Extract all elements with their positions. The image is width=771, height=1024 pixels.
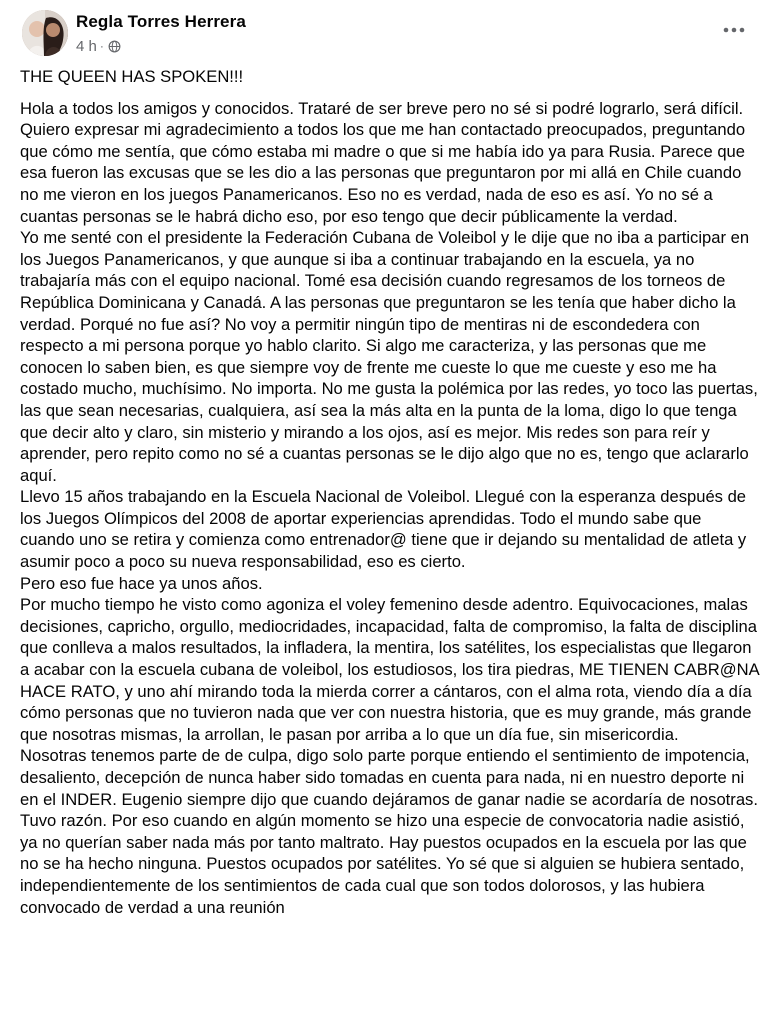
post-paragraph: Yo me senté con el presidente la Federación Cubana de Voleibol y le dije que no iba a participar en los Juegos Panamericanos, y que aunque si iba a continuar trabajando en la escuela, ya no trabajaría más con el equipo nacional. Tomé esa decisión cuando regresamos de los torneos de República Dominicana y Canadá. A las personas que preguntaron se les tenía que haber dicho la verdad. Porqué no fue así? No voy a permitir ningún tipo de mentiras ni de escondedera con respecto a mi persona porque yo hablo clarito. Si algo me caracteriza, y las personas que me conocen lo saben bien, es que siempre voy de frente me cueste lo que me cueste y eso me ha costado mucho, muchísimo. No importa. No me gusta la polémica por las redes, yo toco las puertas, las que sean necesarias, cualquiera, así sea la más alta en la punta de la loma, digo lo que tenga que decir alto y claro, sin misterio y mirando a los ojos, así es mejor. Mis redes son para reír y aprender, pero repito como no sé a cuantas personas se le dijo algo que no es, tengo que aclararlo aquí.: [20, 228, 763, 485]
avatar[interactable]: [22, 10, 68, 56]
profile-photo-icon: [22, 10, 68, 56]
more-options-icon: [723, 27, 745, 33]
post-timestamp[interactable]: 4 h: [76, 37, 97, 55]
post-paragraph: Pero eso fue hace ya unos años.: [20, 573, 263, 593]
post-paragraph: Por mucho tiempo he visto como agoniza el voley femenino desde adentro. Equivocaciones, malas decisiones, capricho, orgullo, mediocridades, incapacidad, falta de compromiso, la falta de disciplina que conlleva a malos resultados, la infladera, la mentira, los satélites, los especialistas que llegaron a acabar con la escuela cubana de voleibol, los estudiosos, los tira piedras, ME TIENEN CABR@NA HACE RATO, y uno ahí mirando toda la mierda correr a cántaros, con el alma rota, viendo día a día cómo personas que no tuvieron nada que ver con nuestra historia, que es muy grande, más grande que nosotras mismas, la arrollan, le pasan por arriba a lo que un día fue, sin misericordia.: [20, 595, 764, 744]
post-headline: THE QUEEN HAS SPOKEN!!!: [20, 67, 244, 86]
post-paragraph: Quiero expresar mi agradecimiento a todos los que me han contactado preocupados, preguntando que cómo me sentía, que cómo estaba mi madre o que si me había ido ya para Rusia. Parece que esa fueron las excusas que se les dio a las personas que preguntaron por mi allá en Chile cuando no me vieron en los juegos Panamericanos. Eso no es verdad, nada de eso es así. Yo no sé a cuantas personas se le habrá dicho eso, por eso tengo que decir públicamente la verdad.: [20, 120, 750, 226]
more-options-button[interactable]: [716, 16, 752, 44]
meta-separator: ·: [99, 39, 104, 53]
post-meta: [76, 37, 121, 55]
post-paragraph: Hola a todos los amigos y conocidos. Trataré de ser breve pero no sé si podré lograrlo, será difícil.: [20, 98, 744, 118]
post-header: [0, 0, 771, 64]
globe-icon: [108, 40, 121, 53]
post-paragraph: Nosotras tenemos parte de de culpa, digo solo parte porque entiendo el sentimiento de impotencia, desaliento, decepción de nunca haber sido tomadas en cuenta para nada, ni en nuestro deporte ni en el INDER. Eugenio siempre dijo que cuando dejáramos de ganar nadie se acordaría de nosotras. Tuvo razón. Por eso cuando en algún momento se hizo una especie de convocatoria nadie asistió, ya no querían saber nada más por tanto maltrato. Hay puestos ocupados en la escuela por las que no se ha hecho ninguna. Puestos ocupados por satélites. Yo sé que si alguien se hubiera sentado, independientemente de los sentimientos de cada cual que son todos dolorosos, y las hubiera convocado de verdad a una reunión: [20, 746, 763, 917]
post-body: [20, 66, 764, 918]
post-paragraph: Llevo 15 años trabajando en la Escuela Nacional de Voleibol. Llegué con la esperanza después de los Juegos Olímpicos del 2008 de aportar experiencias aprendidas. Todo el mundo sabe que cuando uno se retira y comienza como entrenador@ tiene que ir dejando su mentalidad de atleta y asumir poco a poco su nueva responsabilidad, eso es cierto.: [20, 487, 751, 572]
author-name[interactable]: Regla Torres Herrera: [76, 12, 246, 31]
